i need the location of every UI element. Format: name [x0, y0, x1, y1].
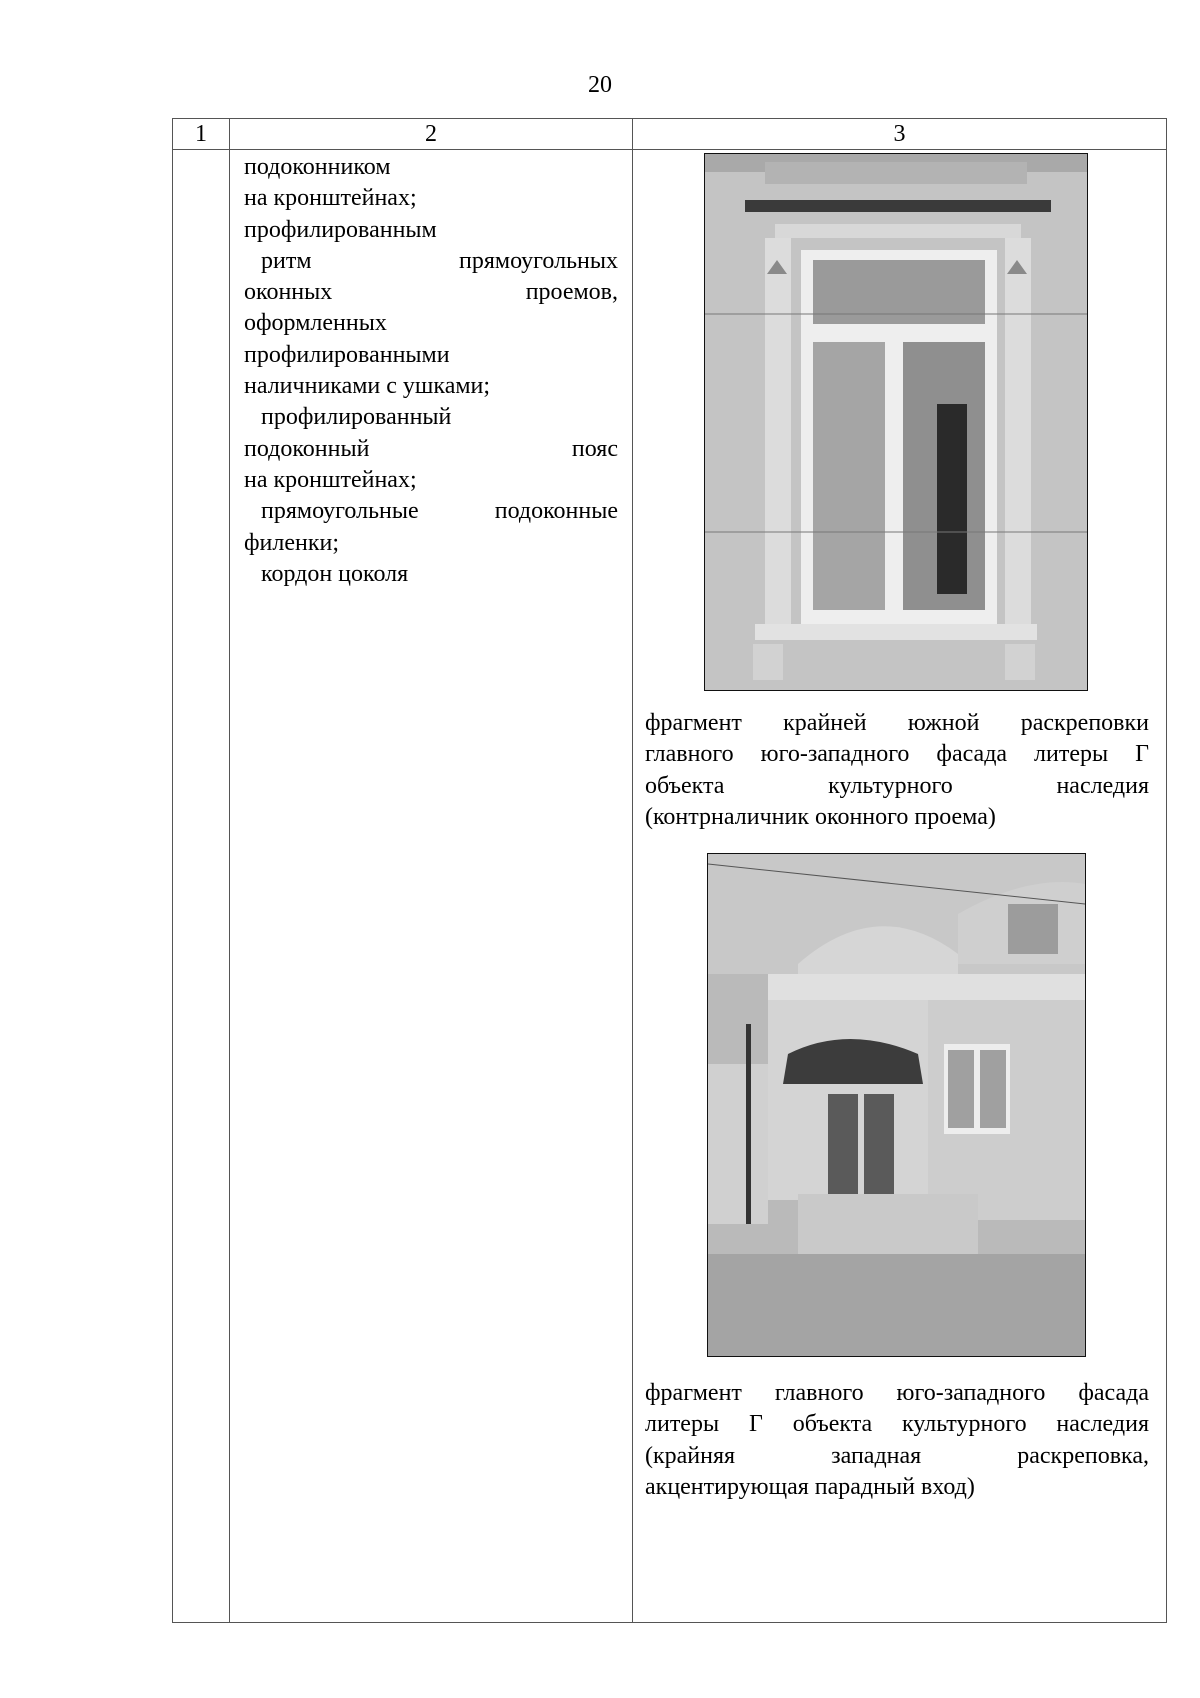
feature-line: оформленных — [244, 310, 387, 337]
feature-line: филенки; — [244, 529, 340, 556]
entrance-photo-caption — [645, 1378, 1149, 1503]
feature-line: оконных проемов, — [244, 279, 618, 306]
document-table — [172, 118, 1167, 1623]
caption-line: литеры Г объекта культурного наследия — [645, 1411, 1149, 1438]
caption-line: фрагмент крайней южной раскреповки — [645, 710, 1149, 736]
window-photo-caption — [645, 708, 1149, 833]
window-facade-photo — [704, 153, 1088, 691]
table-header-row — [173, 119, 1167, 150]
feature-line: наличниками с ушками; — [244, 373, 491, 400]
feature-line: на кронштейнах; — [244, 185, 417, 212]
feature-line: профилированным — [244, 216, 437, 243]
column-header-1: 1 — [173, 119, 230, 150]
caption-line: объекта культурного наследия — [645, 772, 1149, 799]
column-3-cell — [633, 150, 1167, 1623]
feature-line: прямоугольные подоконные — [261, 498, 618, 525]
caption-line: главного юго-западного фасада литеры Г — [645, 741, 1149, 768]
table-row — [173, 150, 1167, 1623]
column-1-cell — [173, 150, 230, 1623]
feature-line: на кронштейнах; — [244, 466, 417, 493]
caption-line: фрагмент главного юго-западного фасада — [645, 1380, 1149, 1406]
column-header-2: 2 — [230, 119, 633, 150]
caption-line: (контрналичник оконного проема) — [645, 803, 996, 830]
feature-line: кордон цоколя — [261, 560, 409, 587]
feature-line: подоконный пояс — [244, 435, 618, 462]
column-header-3: 3 — [633, 119, 1167, 150]
caption-line: акцентирующая парадный вход) — [645, 1473, 975, 1500]
feature-line: подоконником — [244, 154, 391, 180]
feature-line: профилированными — [244, 341, 450, 368]
entrance-facade-photo — [707, 853, 1086, 1357]
column-2-cell — [230, 150, 633, 1623]
feature-line: ритм прямоугольных — [261, 247, 618, 274]
features-list — [230, 150, 632, 590]
feature-line: профилированный — [261, 404, 452, 431]
page-number: 20 — [588, 72, 612, 98]
caption-line: (крайняя западная раскреповка, — [645, 1442, 1149, 1469]
